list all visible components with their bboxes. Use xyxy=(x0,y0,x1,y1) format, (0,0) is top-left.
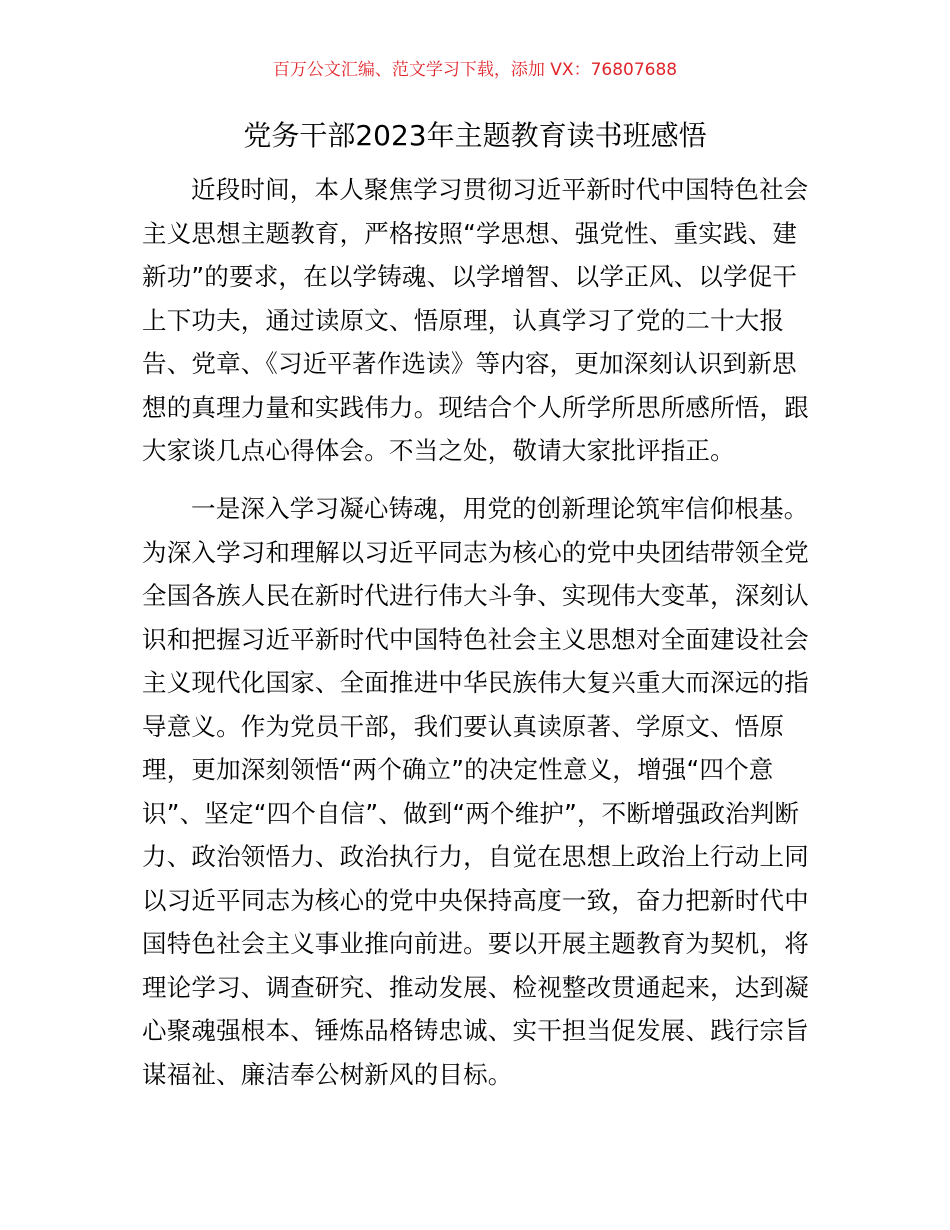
paragraph-line: 识和把握习近平新时代中国特色社会主义思想对全面建设社会 xyxy=(142,624,809,654)
paragraph-line: 为深入学习和理解以习近平同志为核心的党中央团结带领全党 xyxy=(142,537,809,567)
paragraph-line: 理，更加深刻领悟“两个确立”的决定性意义，增强“四个意 xyxy=(142,755,774,784)
paragraph-line: 主义思想主题教育，严格按照“学思想、强党性、重实践、建 xyxy=(142,218,798,248)
paragraph-line: 以习近平同志为核心的党中央保持高度一致，奋力把新时代中 xyxy=(142,885,809,915)
paragraph-line: 理论学习、调查研究、推动发展、检视整改贯通起来，达到凝 xyxy=(142,972,809,1002)
paragraph-point-one xyxy=(142,487,812,1096)
paragraph-line: 大家谈几点心得体会。不当之处，敬请大家批评指正。 xyxy=(142,436,735,465)
paragraph-line: 上下功夫，通过读原文、悟原理，认真学习了党的二十大报 xyxy=(142,305,785,335)
paragraph-line: 一是深入学习凝心铸魂，用党的创新理论筑牢信仰根基。 xyxy=(191,494,809,523)
paragraph-line: 国特色社会主义事业推向前进。要以开展主题教育为契机，将 xyxy=(142,929,809,958)
paragraph-line: 新功”的要求，在以学铸魂、以学增智、以学正风、以学促干 xyxy=(142,262,798,291)
paragraph-line: 识”、坚定“四个自信”、做到“两个维护”，不断增强政治判断 xyxy=(142,798,800,828)
paragraph-line: 谋福祉、廉洁奉公树新风的目标。 xyxy=(142,1059,513,1089)
paragraph-line: 力、政治领悟力、政治执行力，自觉在思想上政治上行动上同 xyxy=(142,842,809,871)
paragraph-line: 近段时间，本人聚焦学习贯彻习近平新时代中国特色社会 xyxy=(191,175,809,204)
paragraph-line: 主义现代化国家、全面推进中华民族伟大复兴重大而深远的指 xyxy=(142,668,809,697)
paragraph-intro xyxy=(142,168,812,473)
paragraph-line: 全国各族人民在新时代进行伟大斗争、实现伟大变革，深刻认 xyxy=(142,581,809,610)
paragraph-line: 导意义。作为党员干部，我们要认真读原著、学原文、悟原 xyxy=(142,711,785,741)
paragraph-line: 心聚魂强根本、锤炼品格铸忠诚、实干担当促发展、践行宗旨 xyxy=(142,1016,809,1045)
paragraph-line: 告、党章、《习近平著作选读》等内容，更加深刻认识到新思 xyxy=(142,349,797,378)
paragraph-line: 想的真理力量和实践伟力。现结合个人所学所思所感所悟，跟 xyxy=(142,392,809,422)
document-title: 党务干部2023年主题教育读书班感悟 xyxy=(243,119,707,152)
header-promo-note: 百万公文汇编、范文学习下载，添加 VX：76807688 xyxy=(272,60,678,80)
